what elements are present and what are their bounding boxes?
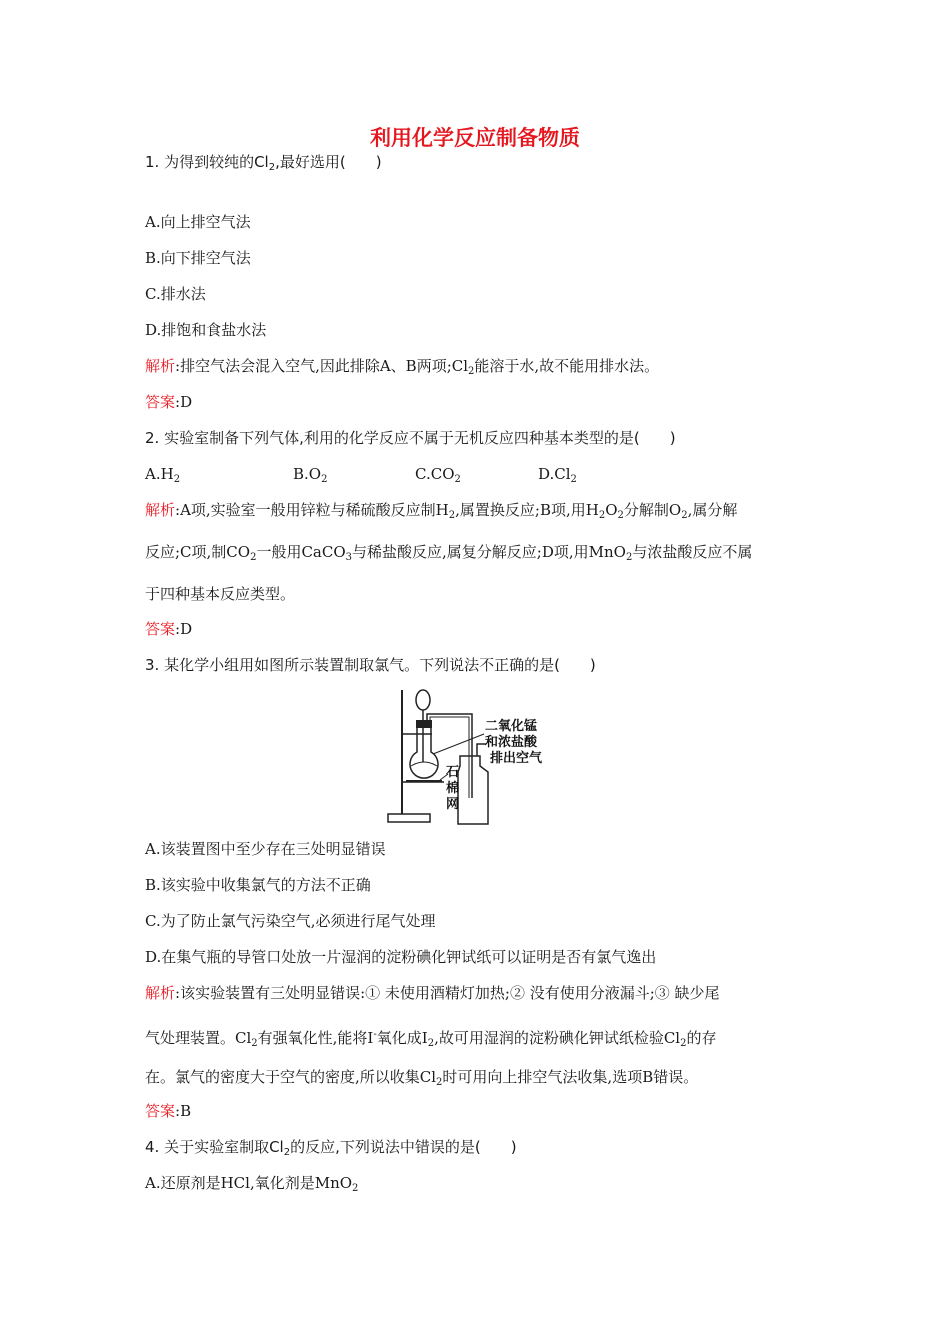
q2-analysis-line-2 [145, 542, 752, 568]
q2-option-c [415, 464, 461, 490]
apparatus-figure [380, 686, 580, 826]
q2-option-b-sub: 2 [321, 474, 328, 485]
q2-answer-value: :D [175, 620, 193, 638]
q2-analysis-sub: 3 [345, 552, 353, 563]
q4-stem-sub: 2 [283, 1147, 291, 1158]
q2-answer [145, 619, 192, 639]
label-gauze-2: 棉 [446, 781, 460, 796]
q2-analysis-line-1 [145, 500, 737, 526]
q3-analysis-text: 的存 [686, 1029, 717, 1047]
q4-option-a [145, 1173, 358, 1199]
label-exhaust: 排出空气 [490, 751, 543, 766]
q3-analysis-text: :该实验装置有三处明显错误:① 未使用酒精灯加热;② 没有使用分液漏斗;③ 缺少尾 [175, 984, 720, 1002]
q1-answer-value: :D [175, 393, 193, 411]
q3-analysis-text: 有强氧化性,能将I [257, 1029, 374, 1047]
label-reagent-1: 二氧化锰 [485, 719, 538, 734]
flask-liquid [411, 762, 437, 766]
q2-option-b [293, 464, 327, 490]
q1-answer [145, 392, 192, 412]
q2-analysis-sub: 2 [625, 552, 633, 563]
q2-option-c-sub: 2 [454, 474, 461, 485]
q1-analysis [145, 356, 659, 382]
q2-option-c-text: C.CO [415, 465, 455, 483]
label-reagent-2: 和浓盐酸 [485, 735, 538, 750]
q2-option-d-text: D.Cl [538, 465, 571, 483]
q2-analysis-sub: 2 [681, 510, 688, 521]
q2-analysis-text: 反应;C项,制CO [145, 543, 251, 561]
q2-analysis-line-3: 于四种基本反应类型。 [145, 585, 296, 603]
q1-answer-label: 答案 [145, 393, 176, 411]
q2-option-d [538, 464, 577, 490]
q3-answer-label: 答案 [145, 1102, 176, 1120]
q2-analysis-sub: 2 [250, 552, 257, 563]
page-title: 利用化学反应制备物质 [370, 126, 580, 150]
q3-analysis-line-3 [145, 1067, 698, 1093]
q4-stem-text-end: 的反应,下列说法中错误的是( ) [290, 1138, 517, 1156]
q3-answer [145, 1101, 191, 1121]
q2-analysis-sub: 2 [617, 510, 624, 521]
stand-base [388, 814, 430, 822]
q2-option-d-sub: 2 [570, 474, 577, 485]
q2-option-a [145, 464, 180, 490]
q1-analysis-text: :排空气法会混入空气,因此排除A、B两项;Cl [175, 357, 469, 375]
q2-analysis-text: 与浓盐酸反应不属 [632, 543, 753, 561]
gas-bottle [458, 756, 488, 824]
q3-analysis-text: ,故可用湿润的淀粉碘化钾试纸检验Cl [434, 1029, 681, 1047]
q1-stem-text: 1. 为得到较纯的Cl [145, 153, 269, 171]
q2-analysis-text: ,属分解 [687, 501, 738, 519]
q3-analysis-label: 解析 [145, 984, 176, 1002]
q3-analysis-text: 气处理装置。Cl [145, 1029, 252, 1047]
q3-stem: 3. 某化学小组用如图所示装置制取氯气。下列说法不正确的是( ) [145, 656, 596, 674]
label-gauze-3: 网 [446, 797, 460, 812]
q3-analysis-text: 时可用向上排空气法收集,选项B错误。 [442, 1068, 699, 1086]
q2-option-a-text: A.H [145, 465, 174, 483]
q2-analysis-text: ,属置换反应;B项,用H [455, 501, 599, 519]
q3-analysis-sup: - [373, 1029, 377, 1040]
q2-analysis-text: 一般用CaCO [256, 543, 346, 561]
q1-analysis-text-end: 能溶于水,故不能用排水法。 [474, 357, 660, 375]
label-gauze-1: 石 [446, 765, 460, 780]
funnel-bulb [416, 690, 430, 710]
q2-stem: 2. 实验室制备下列气体,利用的化学反应不属于无机反应四种基本类型的是( ) [145, 429, 676, 447]
q1-option-d: D.排饱和食盐水法 [145, 321, 267, 339]
q2-option-b-text: B.O [293, 465, 322, 483]
q1-stem-text-end: ,最好选用( ) [275, 153, 382, 171]
q1-analysis-label: 解析 [145, 357, 176, 375]
q4-option-a-sub: 2 [352, 1183, 359, 1194]
q4-option-a-text: A.还原剂是HCl,氧化剂是MnO [145, 1174, 353, 1192]
q3-option-c: C.为了防止氯气污染空气,必须进行尾气处理 [145, 912, 436, 930]
q3-analysis-sub: 2 [427, 1038, 435, 1049]
q1-stem [145, 152, 382, 178]
q2-analysis-text: :A项,实验室一般用锌粒与稀硫酸反应制H [175, 501, 449, 519]
q1-option-c: C.排水法 [145, 285, 206, 303]
q3-analysis-sub: 2 [436, 1077, 443, 1088]
q3-analysis-sub: 2 [680, 1038, 687, 1049]
q2-analysis-text: 分解制O [623, 501, 682, 519]
round-flask [410, 728, 438, 778]
q2-analysis-sub: 2 [448, 510, 456, 521]
q3-answer-value: :B [175, 1102, 192, 1120]
q2-analysis-text: 与稀盐酸反应,属复分解反应;D项,用MnO [352, 543, 626, 561]
q1-option-b: B.向下排空气法 [145, 249, 251, 267]
q3-option-d: D.在集气瓶的导管口处放一片湿润的淀粉碘化钾试纸可以证明是否有氯气逸出 [145, 948, 657, 966]
q3-option-b: B.该实验中收集氯气的方法不正确 [145, 876, 371, 894]
q2-analysis-sub: 2 [598, 510, 606, 521]
q3-analysis-text: 氧化成I [376, 1029, 428, 1047]
q2-analysis-label: 解析 [145, 501, 176, 519]
q1-analysis-sub: 2 [468, 366, 475, 377]
q3-analysis-text: 在。氯气的密度大于空气的密度,所以收集Cl [145, 1068, 437, 1086]
q1-option-a: A.向上排空气法 [145, 213, 251, 231]
q3-analysis-line-2 [145, 1025, 717, 1054]
q3-option-a: A.该装置图中至少存在三处明显错误 [145, 840, 386, 858]
q1-stem-sub: 2 [268, 162, 276, 173]
q3-analysis-line-1 [145, 983, 720, 1003]
q2-answer-label: 答案 [145, 620, 176, 638]
q3-analysis-sub: 2 [251, 1038, 258, 1049]
q4-stem [145, 1137, 517, 1163]
q2-analysis-text: O [605, 501, 618, 519]
q4-stem-text: 4. 关于实验室制取Cl [145, 1138, 284, 1156]
q2-option-a-sub: 2 [173, 474, 181, 485]
